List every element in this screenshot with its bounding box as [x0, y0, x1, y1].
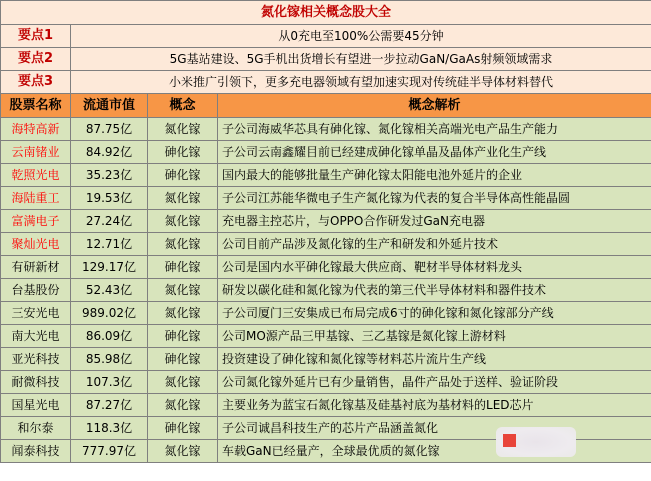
- key-point-text: 从0充电至100%公需要45分钟: [71, 25, 651, 48]
- stock-name-cell: 国星光电: [1, 394, 71, 417]
- analysis-cell: 充电器主控芯片，与OPPO合作研发过GaN充电器: [218, 210, 651, 233]
- column-header-cap: 流通市值: [71, 94, 148, 118]
- market-cap-cell: 87.27亿: [71, 394, 148, 417]
- key-point-row: [1, 25, 651, 48]
- analysis-cell: 子公司云南鑫耀目前已经建成砷化镓单晶及晶体产业化生产线: [218, 141, 651, 164]
- market-cap-cell: 52.43亿: [71, 279, 148, 302]
- market-cap-cell: 85.98亿: [71, 348, 148, 371]
- key-point-text: 5G基站建设、5G手机出货增长有望进一步拉动GaN/GaAs射频领域需求: [71, 48, 651, 71]
- concept-cell: 氮化镓: [148, 233, 218, 256]
- market-cap-cell: 87.75亿: [71, 118, 148, 141]
- analysis-cell: 研发以碳化硅和氮化镓为代表的第三代半导体材料和器件技术: [218, 279, 651, 302]
- key-point-text: 小米推广引领下，更多充电器领域有望加速实现对传统硅半导体材料替代: [71, 71, 651, 94]
- concept-cell: 砷化镓: [148, 256, 218, 279]
- market-cap-cell: 86.09亿: [71, 325, 148, 348]
- stock-name-cell: 三安光电: [1, 302, 71, 325]
- analysis-cell: 车载GaN已经量产，全球最优质的氮化镓: [218, 440, 651, 463]
- concept-cell: 氮化镓: [148, 371, 218, 394]
- key-point-label: 要点1: [1, 25, 71, 48]
- column-header-analysis: 概念解析: [218, 94, 651, 118]
- market-cap-cell: 989.02亿: [71, 302, 148, 325]
- stock-name-cell: 南大光电: [1, 325, 71, 348]
- market-cap-cell: 118.3亿: [71, 417, 148, 440]
- analysis-cell: 国内最大的能够批量生产砷化镓太阳能电池外延片的企业: [218, 164, 651, 187]
- market-cap-cell: 27.24亿: [71, 210, 148, 233]
- stock-name-cell: 聚灿光电: [1, 233, 71, 256]
- concept-cell: 砷化镓: [148, 348, 218, 371]
- column-header-row: [1, 94, 651, 118]
- market-cap-cell: 777.97亿: [71, 440, 148, 463]
- market-cap-cell: 129.17亿: [71, 256, 148, 279]
- column-header-concept: 概念: [148, 94, 218, 118]
- concept-cell: 砷化镓: [148, 141, 218, 164]
- analysis-cell: 子公司江苏能华微电子生产氮化镓为代表的复合半导体高性能晶圆: [218, 187, 651, 210]
- table-row: [1, 371, 651, 394]
- market-cap-cell: 19.53亿: [71, 187, 148, 210]
- column-header-name: 股票名称: [1, 94, 71, 118]
- table-row: [1, 141, 651, 164]
- watermark-red-square: [503, 434, 516, 447]
- table-row: [1, 325, 651, 348]
- analysis-cell: 子公司诚昌科技生产的芯片产品涵盖氮化: [218, 417, 651, 440]
- table-row: [1, 164, 651, 187]
- stock-name-cell: 耐微科技: [1, 371, 71, 394]
- stock-name-cell: 富满电子: [1, 210, 71, 233]
- stock-name-cell: 海陆重工: [1, 187, 71, 210]
- stock-name-cell: 有研新材: [1, 256, 71, 279]
- table-row: [1, 394, 651, 417]
- analysis-cell: 主要业务为蓝宝石氮化镓基及硅基衬底为基材料的LED芯片: [218, 394, 651, 417]
- stock-name-cell: 乾照光电: [1, 164, 71, 187]
- table-row: [1, 210, 651, 233]
- market-cap-cell: 35.23亿: [71, 164, 148, 187]
- table-title: 氮化镓相关概念股大全: [1, 1, 651, 25]
- concept-cell: 氮化镓: [148, 440, 218, 463]
- concept-cell: 氮化镓: [148, 394, 218, 417]
- stock-name-cell: 闻泰科技: [1, 440, 71, 463]
- table-row: [1, 233, 651, 256]
- analysis-cell: 公司氮化镓外延片已有少量销售，晶件产品处于送样、验证阶段: [218, 371, 651, 394]
- analysis-cell: 子公司厦门三安集成已布局完成6寸的砷化镓和氮化镓部分产线: [218, 302, 651, 325]
- stock-name-cell: 云南锗业: [1, 141, 71, 164]
- table-row: [1, 279, 651, 302]
- key-point-label: 要点2: [1, 48, 71, 71]
- table-row: [1, 302, 651, 325]
- analysis-cell: 公司MO源产品三甲基镓、三乙基镓是氮化镓上游材料: [218, 325, 651, 348]
- concept-cell: 氮化镓: [148, 187, 218, 210]
- stock-name-cell: 海特高新: [1, 118, 71, 141]
- table-row: [1, 118, 651, 141]
- stock-name-cell: 亚光科技: [1, 348, 71, 371]
- analysis-cell: 投资建设了砷化镓和氮化镓等材料芯片流片生产线: [218, 348, 651, 371]
- table-row: [1, 256, 651, 279]
- title-row: [1, 1, 651, 25]
- concept-cell: 砷化镓: [148, 164, 218, 187]
- stock-name-cell: 和尔泰: [1, 417, 71, 440]
- analysis-cell: 子公司海威华芯具有砷化镓、氮化镓相关高端光电产品生产能力: [218, 118, 651, 141]
- market-cap-cell: 12.71亿: [71, 233, 148, 256]
- analysis-cell: 公司是国内水平砷化镓最大供应商、靶材半导体材料龙头: [218, 256, 651, 279]
- table-row: [1, 187, 651, 210]
- stock-name-cell: 台基股份: [1, 279, 71, 302]
- key-point-label: 要点3: [1, 71, 71, 94]
- concept-cell: 砷化镓: [148, 325, 218, 348]
- key-point-row: [1, 48, 651, 71]
- market-cap-cell: 107.3亿: [71, 371, 148, 394]
- table-row: [1, 348, 651, 371]
- concept-cell: 氮化镓: [148, 279, 218, 302]
- market-cap-cell: 84.92亿: [71, 141, 148, 164]
- concept-cell: 氮化镓: [148, 210, 218, 233]
- analysis-cell: 公司目前产品涉及氮化镓的生产和研发和外延片技术: [218, 233, 651, 256]
- key-point-row: [1, 71, 651, 94]
- concept-cell: 砷化镓: [148, 417, 218, 440]
- concept-cell: 氮化镓: [148, 118, 218, 141]
- concept-cell: 氮化镓: [148, 302, 218, 325]
